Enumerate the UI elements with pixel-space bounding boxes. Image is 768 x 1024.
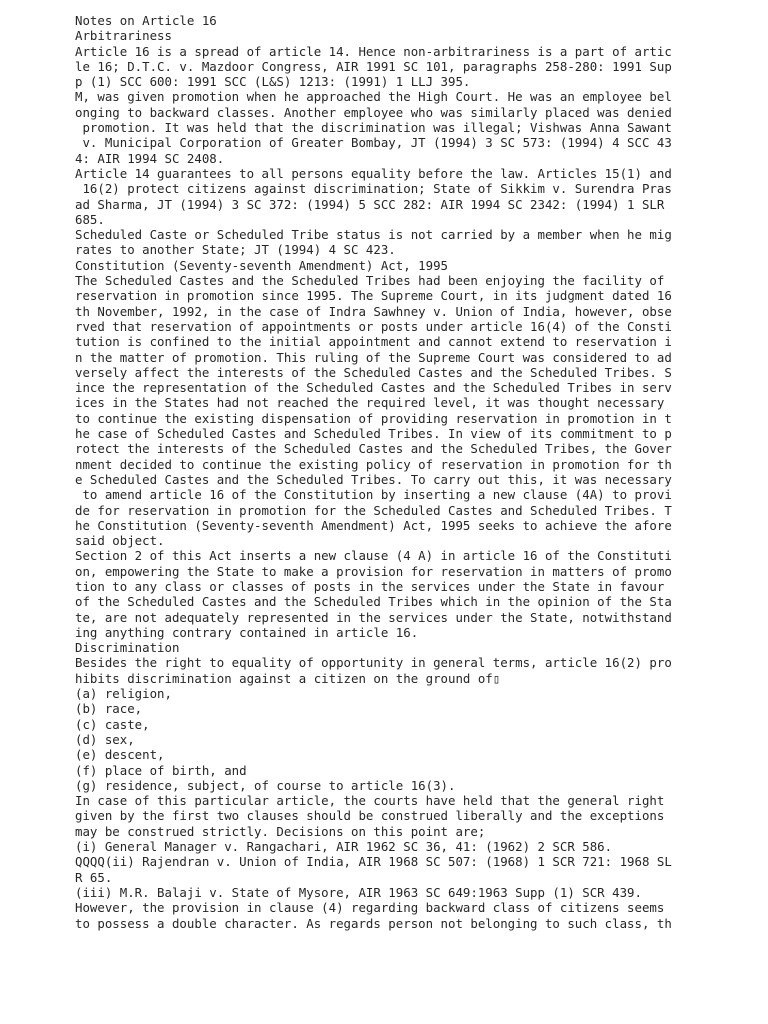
text-line: (a) religion,: [75, 686, 172, 702]
text-line: Arbitrariness: [75, 28, 172, 44]
text-line: ad Sharma, JT (1994) 3 SC 372: (1994) 5 SCC 282: AIR 1994 SC 2342: (1994) 1 SLR: [75, 196, 665, 212]
text-line: rates to another State; JT (1994) 4 SC 423.: [75, 242, 396, 258]
text-line: Article 16 is a spread of article 14. Hence non-arbitrariness is a part of artic: [75, 43, 672, 59]
text-line: (b) race,: [75, 701, 143, 717]
text-line: to continue the existing dispensation of providing reservation in promotion in t: [75, 410, 672, 426]
text-line: 4: AIR 1994 SC 2408.: [75, 150, 225, 166]
text-line: 16(2) protect citizens against discrimination; State of Sikkim v. Surendra Pras: [75, 181, 672, 197]
text-line: he Constitution (Seventy-seventh Amendment) Act, 1995 seeks to achieve the afore: [75, 517, 672, 533]
text-line: de for reservation in promotion for the Scheduled Castes and Scheduled Tribes. T: [75, 502, 672, 518]
text-line: Article 14 guarantees to all persons equality before the law. Articles 15(1) and: [75, 165, 672, 181]
text-line: le 16; D.T.C. v. Mazdoor Congress, AIR 1991 SC 101, paragraphs 258-280: 1991 Sup: [75, 58, 672, 74]
text-line: (e) descent,: [75, 747, 165, 763]
text-line: ing anything contrary contained in article 16.: [75, 624, 419, 640]
text-line: (g) residence, subject, of course to article 16(3).: [75, 777, 456, 793]
text-line: (c) caste,: [75, 716, 150, 732]
text-line: R 65.: [75, 869, 113, 885]
text-line: 685.: [75, 211, 105, 227]
text-line: hibits discrimination against a citizen on the ground of▯: [75, 670, 501, 686]
text-line: ices in the States had not reached the required level, it was thought necessary: [75, 395, 665, 411]
text-line: e Scheduled Castes and the Scheduled Tribes. To carry out this, it was necessary: [75, 471, 672, 487]
text-line: rotect the interests of the Scheduled Castes and the Scheduled Tribes, the Gover: [75, 441, 672, 457]
text-line: te, are not adequately represented in the services under the State, notwithstand: [75, 609, 672, 625]
text-line: th November, 1992, in the case of Indra Sawhney v. Union of India, however, obse: [75, 303, 672, 319]
text-line: he case of Scheduled Castes and Scheduled Tribes. In view of its commitment to p: [75, 426, 672, 442]
text-line: onging to backward classes. Another employee who was similarly placed was denied: [75, 104, 672, 120]
text-line: v. Municipal Corporation of Greater Bombay, JT (1994) 3 SC 573: (1994) 4 SCC 43: [75, 135, 672, 151]
text-line: Scheduled Caste or Scheduled Tribe status is not carried by a member when he mig: [75, 227, 672, 243]
text-line: Notes on Article 16: [75, 13, 217, 28]
text-line: may be construed strictly. Decisions on this point are;: [75, 823, 486, 839]
text-line: to amend article 16 of the Constitution by inserting a new clause (4A) to provi: [75, 487, 672, 503]
text-line: QQQQ(ii) Rajendran v. Union of India, AIR 1968 SC 507: (1968) 1 SCR 721: 1968 SL: [75, 854, 672, 870]
text-line: p (1) SCC 600: 1991 SCC (L&S) 1213: (1991) 1 LLJ 395.: [75, 74, 471, 90]
text-line: of the Scheduled Castes and the Scheduled Tribes which in the opinion of the Sta: [75, 594, 672, 610]
text-line: Besides the right to equality of opportunity in general terms, article 16(2) pro: [75, 655, 672, 671]
text-line: tution is confined to the initial appointment and cannot extend to reservation i: [75, 334, 672, 350]
text-line: (i) General Manager v. Rangachari, AIR 1962 SC 36, 41: (1962) 2 SCR 586.: [75, 839, 613, 855]
text-line: nment decided to continue the existing policy of reservation in promotion for th: [75, 456, 672, 472]
text-line: M, was given promotion when he approached the High Court. He was an employee bel: [75, 89, 672, 105]
text-line: Constitution (Seventy-seventh Amendment) Act, 1995: [75, 257, 448, 273]
text-line: tion to any class or classes of posts in the services under the State in favour: [75, 578, 665, 594]
text-line: promotion. It was held that the discrimination was illegal; Vishwas Anna Sawant: [75, 120, 672, 136]
text-line: Section 2 of this Act inserts a new clause (4 A) in article 16 of the Constituti: [75, 548, 672, 564]
text-line: on, empowering the State to make a provision for reservation in matters of promo: [75, 563, 672, 579]
text-line: rved that reservation of appointments or posts under article 16(4) of the Consti: [75, 318, 672, 334]
text-line: versely affect the interests of the Scheduled Castes and the Scheduled Tribes. S: [75, 364, 672, 380]
text-line: The Scheduled Castes and the Scheduled Tribes had been enjoying the facility of: [75, 273, 665, 289]
text-line: (f) place of birth, and: [75, 762, 247, 778]
text-line: to possess a double character. As regards person not belonging to such class, th: [75, 915, 672, 931]
text-line: said object.: [75, 533, 165, 549]
text-line: n the matter of promotion. This ruling of the Supreme Court was considered to ad: [75, 349, 672, 365]
text-line: given by the first two clauses should be construed liberally and the exceptions: [75, 808, 665, 824]
text-line: (iii) M.R. Balaji v. State of Mysore, AIR 1963 SC 649:1963 Supp (1) SCR 439.: [75, 884, 642, 900]
text-line: (d) sex,: [75, 731, 135, 747]
text-line: ince the representation of the Scheduled Castes and the Scheduled Tribes in serv: [75, 380, 672, 396]
text-line: Discrimination: [75, 640, 180, 656]
text-line: However, the provision in clause (4) regarding backward class of citizens seems: [75, 900, 665, 916]
text-line: In case of this particular article, the courts have held that the general right: [75, 793, 665, 809]
document-text: [75, 13, 675, 931]
text-line: reservation in promotion since 1995. The Supreme Court, in its judgment dated 16: [75, 288, 672, 304]
